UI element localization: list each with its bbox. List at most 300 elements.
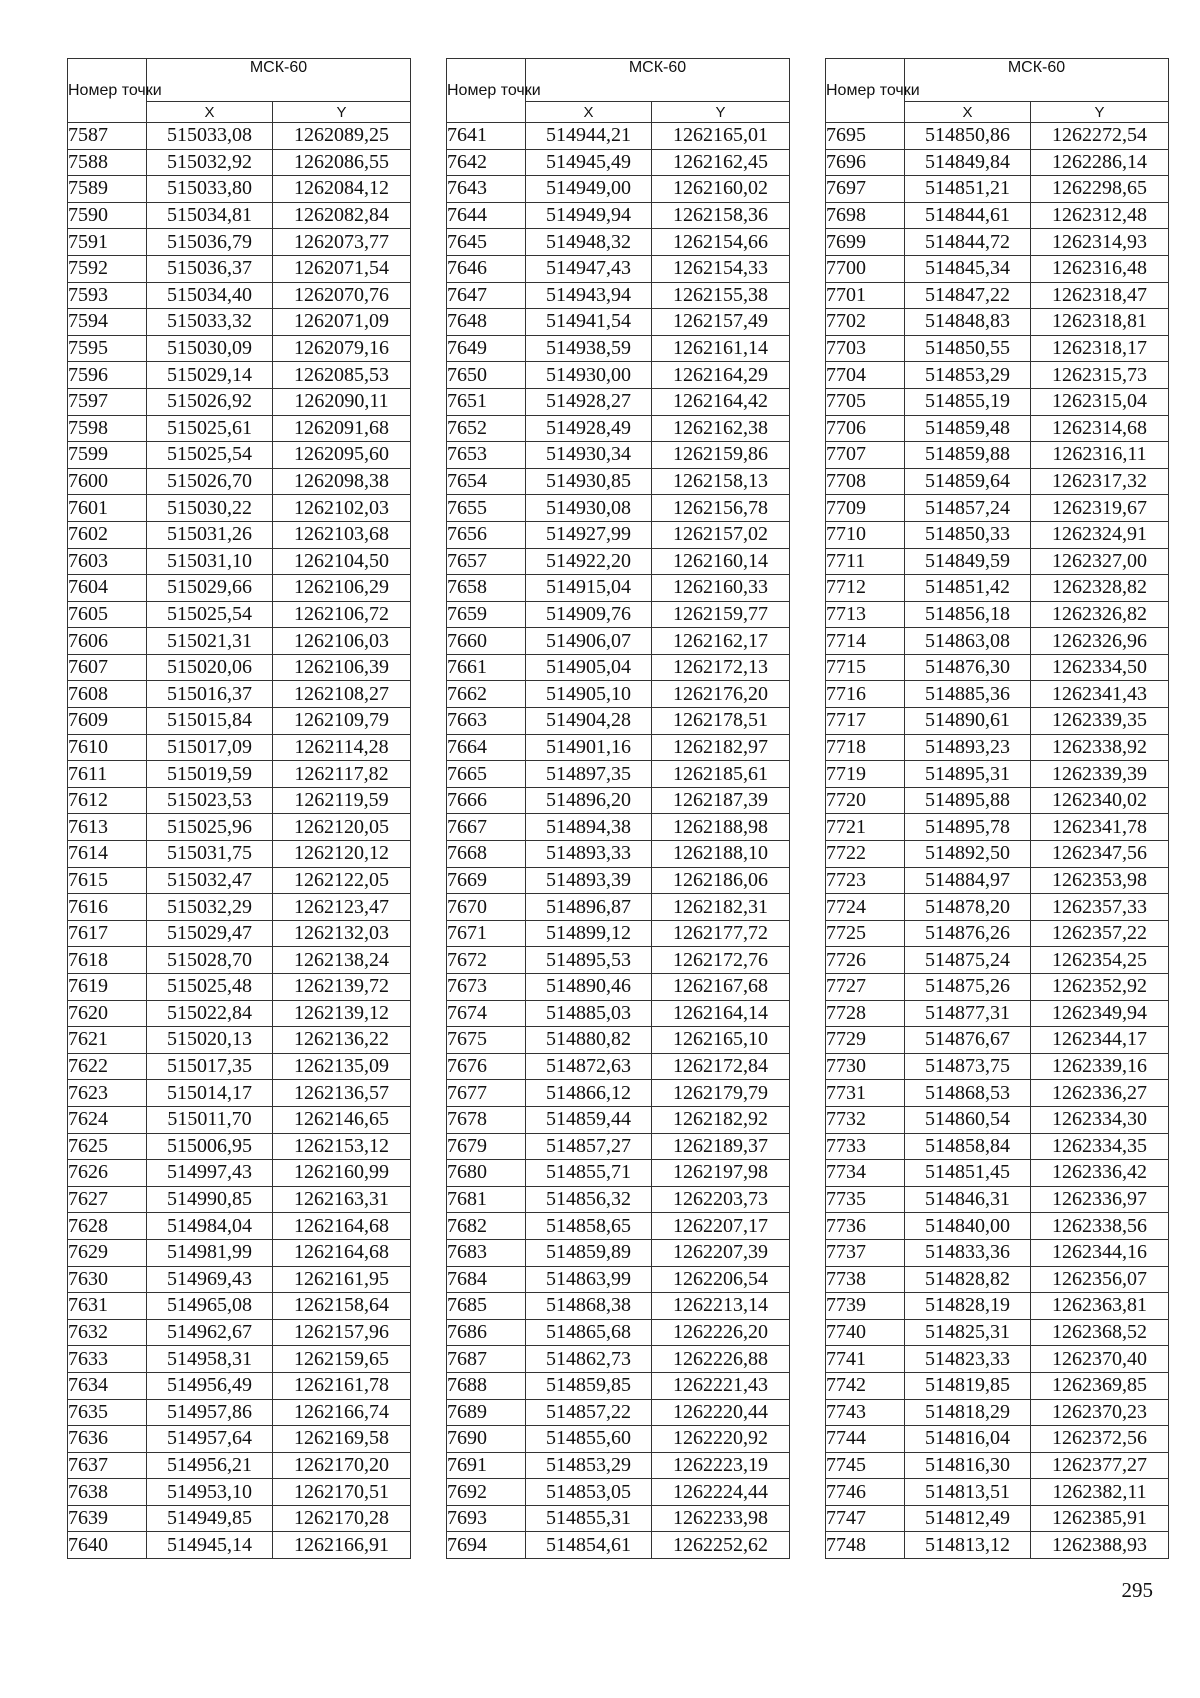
y-cell: 1262159,77 [652,601,790,628]
y-cell: 1262344,16 [1031,1239,1169,1266]
x-cell: 514859,48 [905,415,1031,442]
point-number-cell: 7746 [826,1479,905,1506]
x-cell: 514928,27 [526,388,652,415]
y-cell: 1262164,42 [652,388,790,415]
point-number-cell: 7606 [68,628,147,655]
table-row [68,1239,411,1266]
point-number-cell: 7700 [826,255,905,282]
table-row [447,1133,790,1160]
x-cell: 514856,32 [526,1186,652,1213]
coordinate-table [446,58,790,1559]
point-number-cell: 7656 [447,521,526,548]
x-cell: 514844,61 [905,202,1031,229]
y-cell: 1262315,73 [1031,362,1169,389]
point-number-cell: 7725 [826,920,905,947]
y-cell: 1262106,29 [273,575,411,602]
point-number-cell: 7613 [68,814,147,841]
x-cell: 515032,29 [147,894,273,921]
x-cell: 515033,08 [147,123,273,150]
y-cell: 1262159,65 [273,1346,411,1373]
point-number-cell: 7686 [447,1319,526,1346]
point-number-cell: 7625 [68,1133,147,1160]
table-row [826,442,1169,469]
y-cell: 1262298,65 [1031,176,1169,203]
table-row [447,734,790,761]
table-row [826,1133,1169,1160]
y-cell: 1262352,92 [1031,974,1169,1001]
x-cell: 515029,47 [147,920,273,947]
x-cell: 514930,85 [526,468,652,495]
table-row [826,841,1169,868]
table-row [826,920,1169,947]
y-cell: 1262120,12 [273,841,411,868]
x-cell: 515036,37 [147,255,273,282]
y-cell: 1262326,82 [1031,601,1169,628]
point-number-cell: 7742 [826,1372,905,1399]
point-number-cell: 7618 [68,947,147,974]
table-row [68,1000,411,1027]
x-cell: 515025,54 [147,442,273,469]
point-number-cell: 7657 [447,548,526,575]
point-number-cell: 7676 [447,1053,526,1080]
point-number-cell: 7692 [447,1479,526,1506]
x-cell: 515023,53 [147,787,273,814]
point-number-cell: 7687 [447,1346,526,1373]
point-number-cell: 7619 [68,974,147,1001]
point-number-cell: 7596 [68,362,147,389]
y-cell: 1262286,14 [1031,149,1169,176]
table-row [68,1186,411,1213]
y-cell: 1262163,31 [273,1186,411,1213]
point-number-cell: 7660 [447,628,526,655]
point-number-cell: 7675 [447,1027,526,1054]
table-row [68,1346,411,1373]
point-number-cell: 7674 [447,1000,526,1027]
point-number-cell: 7697 [826,176,905,203]
x-cell: 514858,65 [526,1213,652,1240]
point-number-cell: 7649 [447,335,526,362]
x-cell: 514857,22 [526,1399,652,1426]
x-cell: 514958,31 [147,1346,273,1373]
y-cell: 1262188,10 [652,841,790,868]
point-number-cell: 7640 [68,1532,147,1559]
x-cell: 515025,54 [147,601,273,628]
x-cell: 514922,20 [526,548,652,575]
y-cell: 1262117,82 [273,761,411,788]
point-number-cell: 7635 [68,1399,147,1426]
x-cell: 514812,49 [905,1505,1031,1532]
x-cell: 514990,85 [147,1186,273,1213]
x-cell: 514909,76 [526,601,652,628]
y-cell: 1262164,14 [652,1000,790,1027]
point-number-cell: 7644 [447,202,526,229]
point-number-cell: 7645 [447,229,526,256]
y-cell: 1262233,98 [652,1505,790,1532]
x-cell: 514893,39 [526,867,652,894]
table-row [447,362,790,389]
point-number-cell: 7611 [68,761,147,788]
x-cell: 514945,49 [526,149,652,176]
point-number-cell: 7626 [68,1160,147,1187]
y-cell: 1262172,13 [652,654,790,681]
point-number-cell: 7637 [68,1452,147,1479]
y-cell: 1262122,05 [273,867,411,894]
table-row [68,495,411,522]
y-cell: 1262119,59 [273,787,411,814]
point-number-cell: 7699 [826,229,905,256]
table-row [68,415,411,442]
point-number-cell: 7715 [826,654,905,681]
y-cell: 1262155,38 [652,282,790,309]
y-cell: 1262170,51 [273,1479,411,1506]
y-cell: 1262189,37 [652,1133,790,1160]
point-number-cell: 7651 [447,388,526,415]
point-number-cell: 7662 [447,681,526,708]
y-cell: 1262120,05 [273,814,411,841]
point-number-cell: 7638 [68,1479,147,1506]
table-row [826,787,1169,814]
y-cell: 1262182,31 [652,894,790,921]
table-row [826,708,1169,735]
point-number-cell: 7588 [68,149,147,176]
point-number-cell: 7667 [447,814,526,841]
table-row [826,1186,1169,1213]
point-number-cell: 7589 [68,176,147,203]
x-cell: 514850,33 [905,521,1031,548]
y-cell: 1262336,42 [1031,1160,1169,1187]
table-row [447,1186,790,1213]
point-number-cell: 7591 [68,229,147,256]
coord-system-header: МСК-60 [905,59,1169,102]
table-row [447,149,790,176]
table-row [447,894,790,921]
x-cell: 514816,04 [905,1426,1031,1453]
y-header: Y [652,102,790,123]
x-cell: 514930,34 [526,442,652,469]
x-cell: 515031,10 [147,548,273,575]
table-row [447,681,790,708]
y-cell: 1262326,96 [1031,628,1169,655]
table-row [68,1053,411,1080]
x-cell: 514859,89 [526,1239,652,1266]
table-row [447,1000,790,1027]
x-cell: 514901,16 [526,734,652,761]
table-row [68,229,411,256]
y-cell: 1262158,64 [273,1293,411,1320]
y-cell: 1262136,57 [273,1080,411,1107]
table-row [447,974,790,1001]
point-number-cell: 7740 [826,1319,905,1346]
point-number-cell: 7663 [447,708,526,735]
table-row [68,388,411,415]
table-row [826,415,1169,442]
table-row [447,1532,790,1559]
table-row [447,309,790,336]
x-cell: 514885,03 [526,1000,652,1027]
point-number-cell: 7727 [826,974,905,1001]
y-cell: 1262082,84 [273,202,411,229]
x-cell: 514875,24 [905,947,1031,974]
point-number-cell: 7741 [826,1346,905,1373]
point-number-cell: 7689 [447,1399,526,1426]
y-cell: 1262318,81 [1031,309,1169,336]
point-number-cell: 7590 [68,202,147,229]
table-row [447,1346,790,1373]
y-cell: 1262339,16 [1031,1053,1169,1080]
table-row [447,1319,790,1346]
table-row [68,1133,411,1160]
point-number-cell: 7648 [447,309,526,336]
point-number-cell: 7653 [447,442,526,469]
table-row [826,681,1169,708]
point-number-cell: 7600 [68,468,147,495]
table-row [826,894,1169,921]
table-row [447,1053,790,1080]
x-cell: 514893,33 [526,841,652,868]
point-number-cell: 7599 [68,442,147,469]
y-cell: 1262316,48 [1031,255,1169,282]
table-row [68,442,411,469]
table-row [68,309,411,336]
table-row [447,1505,790,1532]
point-number-cell: 7654 [447,468,526,495]
x-cell: 514848,83 [905,309,1031,336]
point-number-header: Номер точки [68,59,147,123]
x-cell: 514863,08 [905,628,1031,655]
y-cell: 1262182,92 [652,1106,790,1133]
y-cell: 1262341,43 [1031,681,1169,708]
x-cell: 514855,71 [526,1160,652,1187]
table-row [447,1106,790,1133]
x-cell: 514927,99 [526,521,652,548]
table-row [68,1106,411,1133]
point-number-cell: 7713 [826,601,905,628]
y-cell: 1262103,68 [273,521,411,548]
table-row [826,601,1169,628]
x-cell: 514813,12 [905,1532,1031,1559]
point-number-cell: 7646 [447,255,526,282]
table-row [826,255,1169,282]
y-cell: 1262356,07 [1031,1266,1169,1293]
point-number-cell: 7709 [826,495,905,522]
table-row [68,1319,411,1346]
x-cell: 514853,29 [905,362,1031,389]
point-number-cell: 7604 [68,575,147,602]
table-row [826,1479,1169,1506]
table-row [68,1213,411,1240]
table-row [447,787,790,814]
table-row [447,1479,790,1506]
x-cell: 515017,35 [147,1053,273,1080]
table-row [826,1532,1169,1559]
y-cell: 1262334,35 [1031,1133,1169,1160]
x-cell: 514930,00 [526,362,652,389]
point-number-cell: 7721 [826,814,905,841]
table-row [68,1027,411,1054]
x-cell: 515015,84 [147,708,273,735]
table-row [447,176,790,203]
y-cell: 1262185,61 [652,761,790,788]
x-cell: 514981,99 [147,1239,273,1266]
table-row [447,123,790,150]
y-cell: 1262317,32 [1031,468,1169,495]
x-cell: 514868,53 [905,1080,1031,1107]
y-cell: 1262160,99 [273,1160,411,1187]
point-number-cell: 7694 [447,1532,526,1559]
point-number-cell: 7601 [68,495,147,522]
table-row [68,841,411,868]
table-row [68,734,411,761]
point-number-cell: 7706 [826,415,905,442]
coordinate-table [825,58,1169,1559]
y-cell: 1262109,79 [273,708,411,735]
x-cell: 514957,86 [147,1399,273,1426]
y-cell: 1262123,47 [273,894,411,921]
point-number-cell: 7623 [68,1080,147,1107]
x-cell: 514953,10 [147,1479,273,1506]
table-row [68,814,411,841]
point-number-cell: 7609 [68,708,147,735]
y-cell: 1262154,66 [652,229,790,256]
y-cell: 1262372,56 [1031,1426,1169,1453]
table-row [447,1213,790,1240]
point-number-cell: 7603 [68,548,147,575]
table-row [68,787,411,814]
x-cell: 515020,13 [147,1027,273,1054]
table-row [826,548,1169,575]
table-row [826,1160,1169,1187]
point-number-cell: 7671 [447,920,526,947]
x-cell: 515031,75 [147,841,273,868]
x-cell: 514890,61 [905,708,1031,735]
y-cell: 1262136,22 [273,1027,411,1054]
point-number-cell: 7598 [68,415,147,442]
y-cell: 1262187,39 [652,787,790,814]
table-row [68,628,411,655]
table-row [826,309,1169,336]
y-cell: 1262344,17 [1031,1027,1169,1054]
x-cell: 514858,84 [905,1133,1031,1160]
y-cell: 1262312,48 [1031,202,1169,229]
x-cell: 514904,28 [526,708,652,735]
table-row [447,1027,790,1054]
x-header: X [905,102,1031,123]
table-row [826,814,1169,841]
point-number-cell: 7704 [826,362,905,389]
y-cell: 1262319,67 [1031,495,1169,522]
table-row [447,495,790,522]
point-number-cell: 7685 [447,1293,526,1320]
x-cell: 514949,00 [526,176,652,203]
table-row [826,1080,1169,1107]
x-cell: 515030,22 [147,495,273,522]
table-row [447,282,790,309]
x-cell: 514828,19 [905,1293,1031,1320]
table-row [826,1293,1169,1320]
y-cell: 1262146,65 [273,1106,411,1133]
y-cell: 1262158,36 [652,202,790,229]
table-row [68,708,411,735]
table-row [68,335,411,362]
point-number-cell: 7661 [447,654,526,681]
x-cell: 514944,21 [526,123,652,150]
table-row [447,1239,790,1266]
table-row [447,255,790,282]
table-row [826,1027,1169,1054]
x-cell: 515031,26 [147,521,273,548]
table-row [826,335,1169,362]
table-row [826,202,1169,229]
y-cell: 1262153,12 [273,1133,411,1160]
x-cell: 514862,73 [526,1346,652,1373]
x-cell: 515034,40 [147,282,273,309]
point-number-cell: 7698 [826,202,905,229]
table-row [68,149,411,176]
point-number-cell: 7655 [447,495,526,522]
x-cell: 515034,81 [147,202,273,229]
x-cell: 514875,26 [905,974,1031,1001]
x-cell: 514930,08 [526,495,652,522]
y-cell: 1262203,73 [652,1186,790,1213]
point-number-cell: 7743 [826,1399,905,1426]
x-cell: 515032,92 [147,149,273,176]
point-number-cell: 7708 [826,468,905,495]
x-cell: 514905,04 [526,654,652,681]
y-cell: 1262336,97 [1031,1186,1169,1213]
point-number-cell: 7608 [68,681,147,708]
table-row [447,335,790,362]
x-cell: 514880,82 [526,1027,652,1054]
table-row [68,974,411,1001]
y-cell: 1262318,47 [1031,282,1169,309]
x-cell: 514863,99 [526,1266,652,1293]
y-cell: 1262114,28 [273,734,411,761]
x-cell: 514819,85 [905,1372,1031,1399]
point-number-cell: 7612 [68,787,147,814]
table-row [826,1319,1169,1346]
y-cell: 1262098,38 [273,468,411,495]
x-cell: 514859,88 [905,442,1031,469]
table-row [826,468,1169,495]
y-cell: 1262157,96 [273,1319,411,1346]
point-number-cell: 7624 [68,1106,147,1133]
table-row [447,388,790,415]
point-number-cell: 7594 [68,309,147,336]
x-cell: 515030,09 [147,335,273,362]
y-cell: 1262157,49 [652,309,790,336]
y-cell: 1262220,44 [652,1399,790,1426]
table-row [68,123,411,150]
y-cell: 1262369,85 [1031,1372,1169,1399]
point-number-cell: 7690 [447,1426,526,1453]
x-header: X [147,102,273,123]
point-number-cell: 7732 [826,1106,905,1133]
x-cell: 514877,31 [905,1000,1031,1027]
table-row [826,867,1169,894]
point-number-cell: 7673 [447,974,526,1001]
point-number-cell: 7702 [826,309,905,336]
table-row [68,947,411,974]
point-number-cell: 7592 [68,255,147,282]
x-cell: 514847,22 [905,282,1031,309]
x-cell: 514956,49 [147,1372,273,1399]
table-row [826,176,1169,203]
x-cell: 515021,31 [147,628,273,655]
y-cell: 1262166,74 [273,1399,411,1426]
x-cell: 514850,86 [905,123,1031,150]
x-cell: 514844,72 [905,229,1031,256]
point-number-cell: 7605 [68,601,147,628]
